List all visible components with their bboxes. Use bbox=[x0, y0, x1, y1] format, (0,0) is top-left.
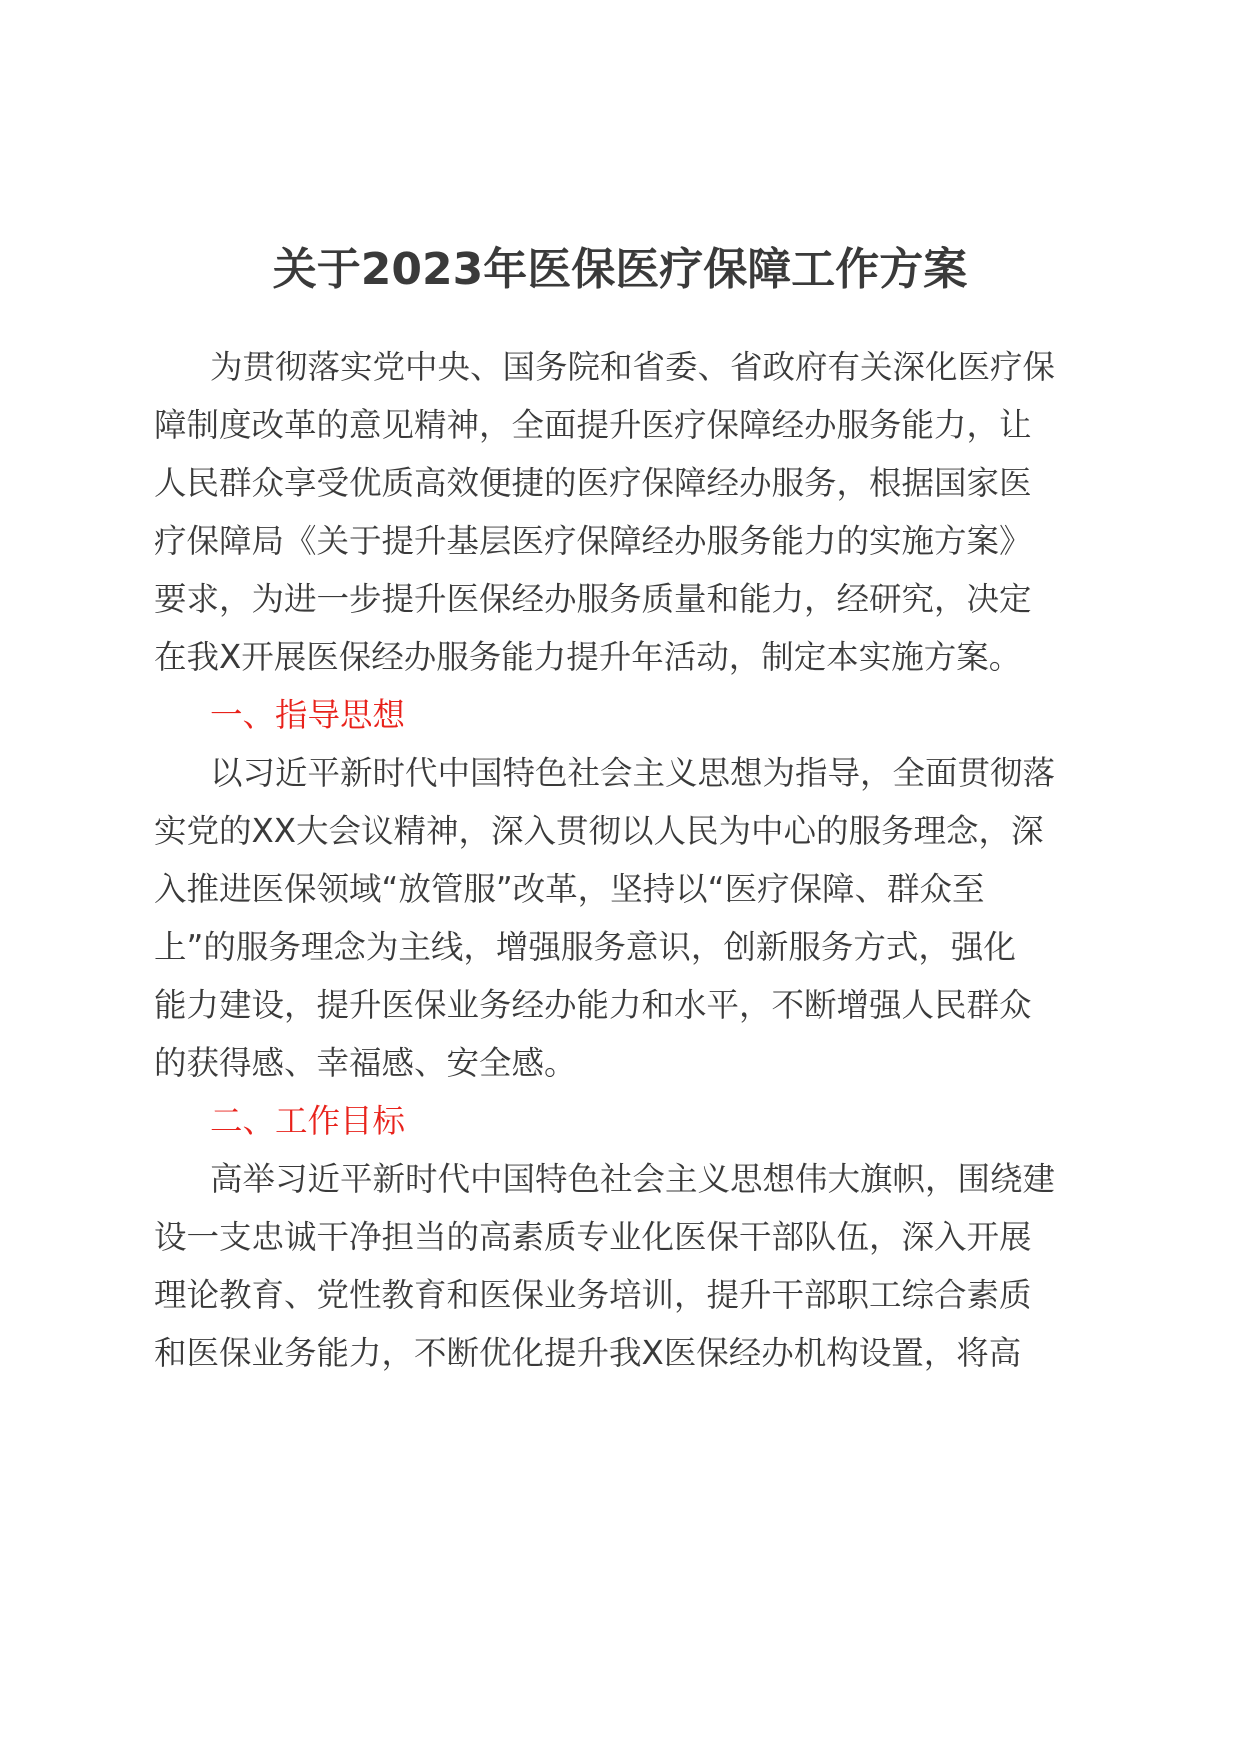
paragraph-line: 人民群众享受优质高效便捷的医疗保障经办服务，根据国家医 bbox=[154, 464, 1032, 502]
paragraph-line: 入推进医保领域“放管服”改革，坚持以“医疗保障、群众至 bbox=[154, 870, 985, 908]
paragraph-line: 高举习近平新时代中国特色社会主义思想伟大旗帜，围绕建 bbox=[210, 1160, 1056, 1198]
paragraph-line: 实党的XX大会议精神，深入贯彻以人民为中心的服务理念，深 bbox=[154, 812, 1044, 850]
document-title: 关于2023年医保医疗保障工作方案 bbox=[272, 244, 968, 295]
paragraph-line: 障制度改革的意见精神，全面提升医疗保障经办服务能力，让 bbox=[154, 406, 1032, 444]
section-heading-guiding-ideology: 一、指导思想 bbox=[210, 696, 406, 734]
paragraph-line: 的获得感、幸福感、安全感。 bbox=[154, 1044, 577, 1082]
paragraph-line: 以习近平新时代中国特色社会主义思想为指导，全面贯彻落 bbox=[210, 754, 1056, 792]
paragraph-line: 和医保业务能力，不断优化提升我X医保经办机构设置，将高 bbox=[154, 1334, 1022, 1372]
paragraph-line: 理论教育、党性教育和医保业务培训，提升干部职工综合素质 bbox=[154, 1276, 1032, 1314]
paragraph-line: 上”的服务理念为主线，增强服务意识，创新服务方式，强化 bbox=[154, 928, 1016, 966]
paragraph-line: 疗保障局《关于提升基层医疗保障经办服务能力的实施方案》 bbox=[154, 522, 1032, 560]
paragraph-line: 为贯彻落实党中央、国务院和省委、省政府有关深化医疗保 bbox=[210, 348, 1056, 386]
section-heading-work-goals: 二、工作目标 bbox=[210, 1102, 406, 1140]
paragraph-line: 要求，为进一步提升医保经办服务质量和能力，经研究，决定 bbox=[154, 580, 1032, 618]
paragraph-line: 能力建设，提升医保业务经办能力和水平，不断增强人民群众 bbox=[154, 986, 1032, 1024]
paragraph-line: 设一支忠诚干净担当的高素质专业化医保干部队伍，深入开展 bbox=[154, 1218, 1032, 1256]
paragraph-line: 在我X开展医保经办服务能力提升年活动，制定本实施方案。 bbox=[154, 638, 1022, 676]
